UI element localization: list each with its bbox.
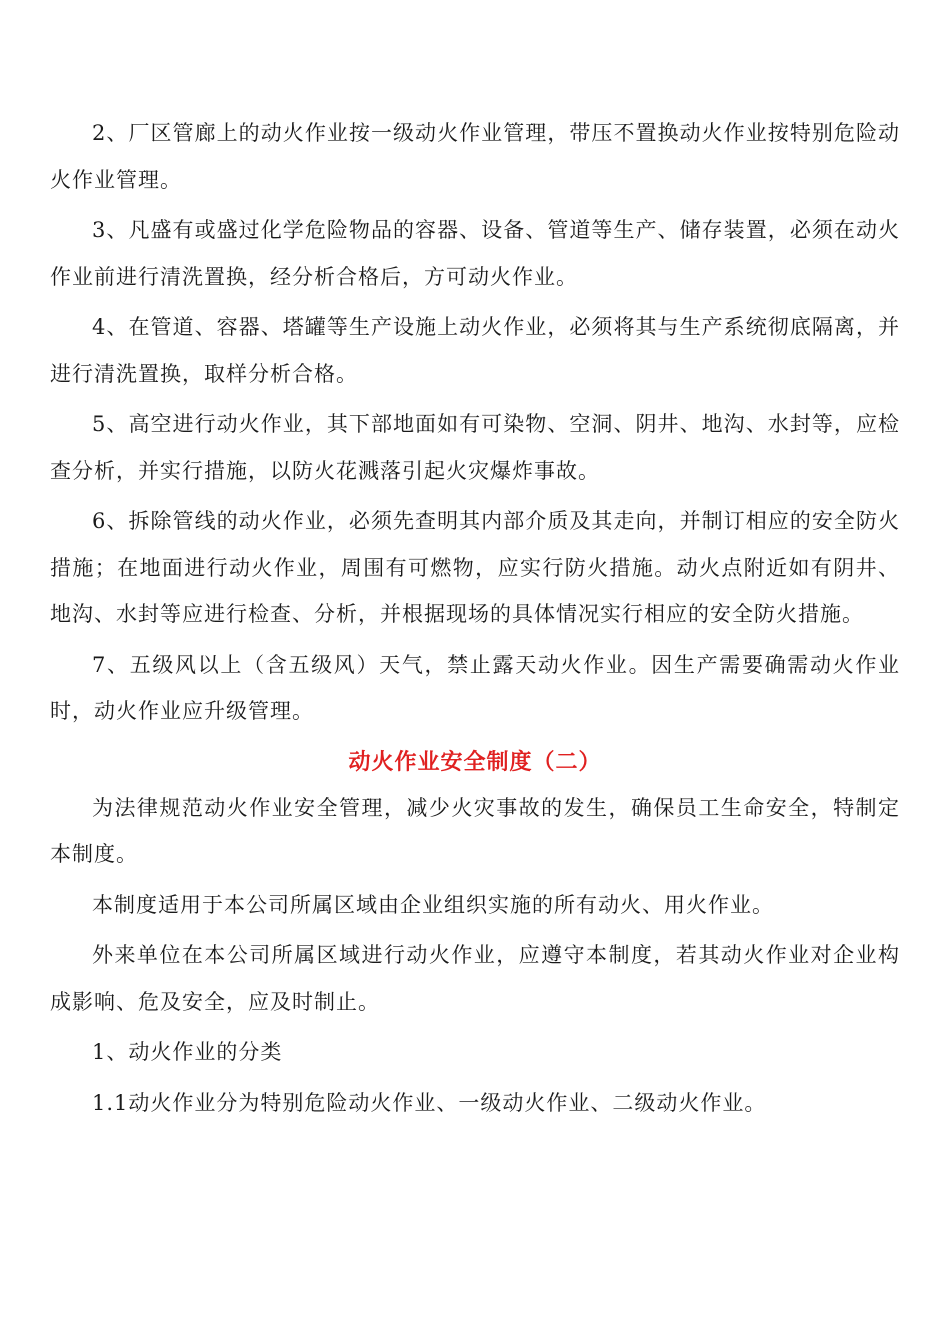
paragraph-classification-heading: 1、动火作业的分类: [92, 1040, 283, 1064]
paragraph-item-6: 6、拆除管线的动火作业，必须先查明其内部介质及其走向，并制订相应的安全防火措施；在地面进行动火作业，周围有可燃物，应实行防火措施。动火点附近如有阴井、地沟、水封等应进行检查、分析，并根据现场的具体情况实行相应的安全防火措施。: [50, 509, 900, 626]
paragraph-item-7: 7、五级风以上（含五级风）天气，禁止露天动火作业。因生产需要确需动火作业时，动火作业应升级管理。: [50, 652, 900, 723]
paragraph-item-2: 2、厂区管廊上的动火作业按一级动火作业管理，带压不置换动火作业按特别危险动火作业管理。: [50, 121, 900, 192]
paragraph-external-units: 外来单位在本公司所属区域进行动火作业，应遵守本制度，若其动火作业对企业构成影响、危及安全，应及时制止。: [50, 943, 900, 1014]
paragraph-item-4: 4、在管道、容器、塔罐等生产设施上动火作业，必须将其与生产系统彻底隔离，并进行清洗置换，取样分析合格。: [50, 315, 900, 386]
paragraph-item-3: 3、凡盛有或盛过化学危险物品的容器、设备、管道等生产、储存装置，必须在动火作业前进行清洗置换，经分析合格后，方可动火作业。: [50, 218, 900, 289]
paragraph-scope: 本制度适用于本公司所属区域由企业组织实施的所有动火、用火作业。: [92, 892, 774, 917]
paragraph-purpose: 为法律规范动火作业安全管理，减少火灾事故的发生，确保员工生命安全，特制定本制度。: [50, 795, 900, 866]
paragraph-item-5: 5、高空进行动火作业，其下部地面如有可染物、空洞、阴井、地沟、水封等，应检查分析，并实行措施，以防火花溅落引起火灾爆炸事故。: [50, 412, 900, 483]
document-page: [50, 110, 900, 1130]
section-title: 动火作业安全制度（二）: [348, 748, 602, 775]
paragraph-classification-1-1: 1.1动火作业分为特别危险动火作业、一级动火作业、二级动火作业。: [92, 1090, 767, 1115]
